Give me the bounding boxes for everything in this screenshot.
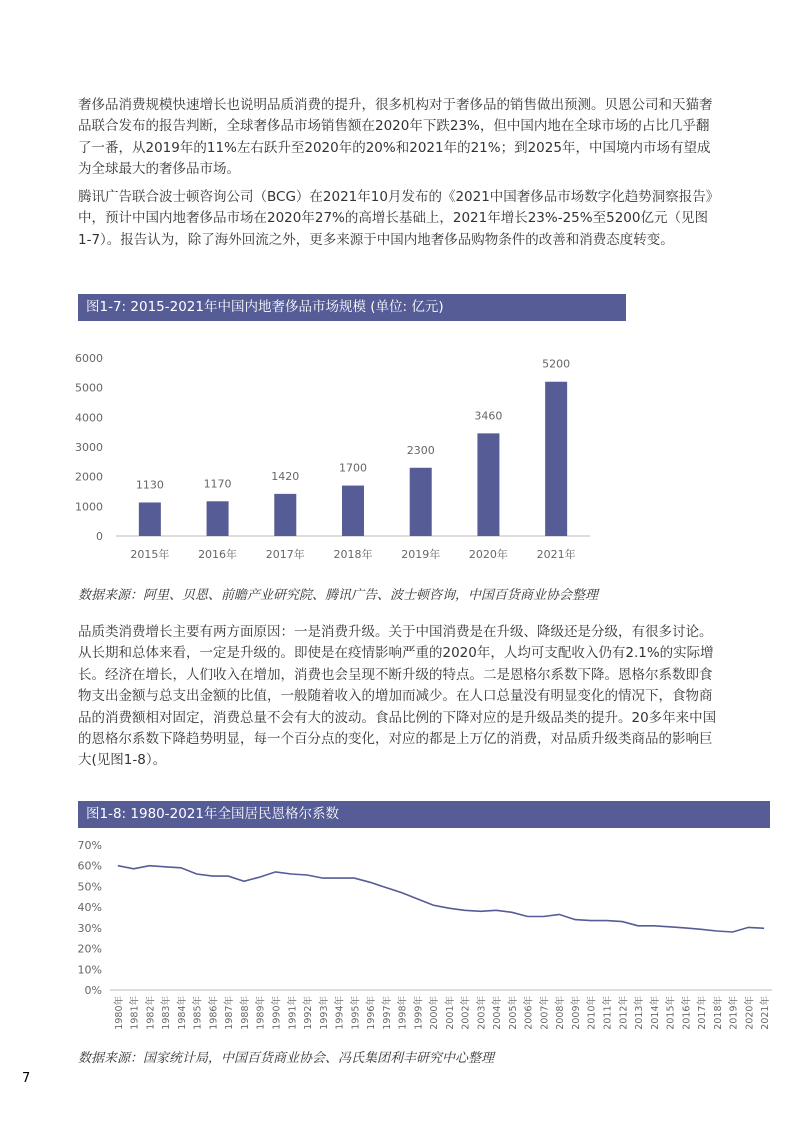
x-tick-label: 2007年 xyxy=(539,996,551,1030)
bar xyxy=(410,468,432,536)
x-tick-label: 1980年 xyxy=(113,996,125,1030)
page-number: 7 xyxy=(22,1071,31,1086)
engel-coefficient-line-chart xyxy=(0,830,793,1040)
bar-value-label: 2300 xyxy=(406,443,435,457)
y-tick-label: 40% xyxy=(77,901,102,915)
x-tick-label: 2021年 xyxy=(536,548,576,561)
x-tick-label: 2011年 xyxy=(602,996,614,1030)
x-tick-label: 1989年 xyxy=(255,996,267,1030)
x-tick-label: 2009年 xyxy=(570,996,582,1030)
x-tick-label: 2016年 xyxy=(198,548,238,561)
x-tick-label: 1982年 xyxy=(145,996,157,1030)
x-tick-label: 2017年 xyxy=(265,548,305,561)
x-tick-label: 2018年 xyxy=(712,996,724,1030)
y-tick-label: 0 xyxy=(96,530,103,543)
bar xyxy=(477,433,499,536)
bar xyxy=(342,486,364,536)
y-tick-label: 70% xyxy=(77,839,102,852)
y-tick-label: 30% xyxy=(77,921,102,935)
x-tick-label: 2001年 xyxy=(444,996,456,1030)
luxury-market-bar-chart xyxy=(0,340,793,575)
x-tick-label: 1987年 xyxy=(224,996,236,1030)
x-tick-label: 2012年 xyxy=(618,996,630,1030)
paragraph-bcg-report: 腾讯广告联合波士顿咨询公司（BCG）在2021年10月发布的《2021中国奢侈品市场数字化趋势洞察报告》中，预计中国内地奢侈品市场在2020年27%的高增长基础上，2021年增长23%-25%至5200亿元（见图1-7）。报告认为，除了海外回流之外，更多来源于中国内地奢侈品购物条件的改善和消费态度转变。 xyxy=(78,189,713,248)
paragraph-consumption-upgrade: 品质类消费增长主要有两方面原因：一是消费升级。关于中国消费是在升级、降级还是分级，有很多讨论。从长期和总体来看，一定是升级的。即使是在疫情影响严重的2020年，人均可支配收入仍有2.1%的实际增长。经济在增长，人们收入在增加，消费也会呈现不断升级的特点。二是恩格尔系数下降。恩格尔系数即食物支出金额与总支出金额的比值，一般随着收入的增加而减少。在人口总量没有明显变化的情况下，食物商品的消费额相对固定，消费总量不会有大的波动。食品比例的下降对应的是升级品类的提升。20多年来中国的恩格尔系数下降趋势明显，每一个百分点的变化，对应的都是上万亿的消费，对品质升级类商品的影响巨大(见图1-8）。 xyxy=(78,624,717,769)
y-tick-label: 0% xyxy=(84,984,102,997)
x-tick-label: 1993年 xyxy=(318,996,330,1030)
x-tick-label: 2002年 xyxy=(460,996,472,1030)
y-tick-label: 20% xyxy=(77,942,102,956)
x-tick-label: 2014年 xyxy=(649,996,661,1030)
y-tick-label: 6000 xyxy=(75,352,103,365)
x-tick-label: 2019年 xyxy=(728,996,740,1030)
bar-value-label: 1420 xyxy=(271,469,300,483)
bar xyxy=(545,382,567,536)
y-tick-label: 3000 xyxy=(75,441,103,454)
x-tick-label: 1985年 xyxy=(192,996,204,1030)
x-tick-label: 2019年 xyxy=(401,548,441,561)
x-tick-label: 2017年 xyxy=(697,996,709,1030)
x-tick-label: 2006年 xyxy=(523,996,535,1030)
x-tick-label: 2020年 xyxy=(744,996,756,1030)
x-tick-label: 1992年 xyxy=(303,996,315,1030)
x-tick-label: 1994年 xyxy=(334,996,346,1030)
x-tick-label: 2000年 xyxy=(429,996,441,1030)
y-tick-label: 60% xyxy=(77,859,102,873)
x-tick-label: 1998年 xyxy=(397,996,409,1030)
bar-value-label: 3460 xyxy=(474,409,503,423)
x-tick-label: 1996年 xyxy=(366,996,378,1030)
bar xyxy=(274,494,296,536)
x-tick-label: 2005年 xyxy=(507,996,519,1030)
x-tick-label: 2010年 xyxy=(586,996,598,1030)
figure-1-8-title: 图1-8: 1980-2021年全国居民恩格尔系数 xyxy=(78,801,770,828)
figure-1-7-title: 图1-7: 2015-2021年中国内地奢侈品市场规模 (单位: 亿元) xyxy=(78,294,626,321)
x-tick-label: 1981年 xyxy=(129,996,141,1030)
y-tick-label: 5000 xyxy=(75,381,103,395)
x-tick-label: 2018年 xyxy=(333,548,373,561)
y-tick-label: 1000 xyxy=(75,500,103,514)
engel-coefficient-line xyxy=(118,866,764,932)
paragraph-luxury-growth: 奢侈品消费规模快速增长也说明品质消费的提升，很多机构对于奢侈品的销售做出预测。贝恩公司和天猫奢品联合发布的报告判断，全球奢侈品市场销售额在2020年下跌23%，但中国内地在全球市场的占比几乎翻了一番，从2019年的11%左右跃升至2020年的20%和2021年的21%；到2025年，中国境内市场有望成为全球最大的奢侈品市场。 xyxy=(78,97,713,178)
x-tick-label: 2004年 xyxy=(492,996,504,1030)
bar-value-label: 1130 xyxy=(135,478,164,492)
bar-value-label: 1170 xyxy=(203,477,232,491)
x-tick-label: 2015年 xyxy=(130,548,170,561)
x-tick-label: 2015年 xyxy=(665,996,677,1030)
x-tick-label: 2021年 xyxy=(760,996,772,1030)
bar-value-label: 1700 xyxy=(339,461,367,475)
y-tick-label: 50% xyxy=(77,880,102,894)
x-tick-label: 1988年 xyxy=(239,996,251,1030)
x-tick-label: 1999年 xyxy=(413,996,425,1030)
x-tick-label: 1984年 xyxy=(176,996,188,1030)
bar-value-label: 5200 xyxy=(542,357,571,371)
y-tick-label: 2000 xyxy=(75,470,103,484)
y-tick-label: 4000 xyxy=(75,411,103,425)
x-tick-label: 1995年 xyxy=(350,996,362,1030)
figure-1-8-source: 数据来源：国家统计局，中国百货商业协会、冯氏集团利丰研究中心整理 xyxy=(78,1051,495,1066)
y-tick-label: 10% xyxy=(77,963,102,977)
bar xyxy=(139,502,161,536)
x-tick-label: 2020年 xyxy=(468,548,508,561)
x-tick-label: 1983年 xyxy=(161,996,173,1030)
x-tick-label: 1986年 xyxy=(208,996,220,1030)
figure-1-7-source: 数据来源：阿里、贝恩、前瞻产业研究院、腾讯广告、波士顿咨询，中国百货商业协会整理 xyxy=(78,588,599,603)
x-tick-label: 1997年 xyxy=(381,996,393,1030)
x-tick-label: 2016年 xyxy=(681,996,693,1030)
x-tick-label: 2013年 xyxy=(634,996,646,1030)
x-tick-label: 2008年 xyxy=(555,996,567,1030)
bar xyxy=(207,501,229,536)
x-tick-label: 1991年 xyxy=(287,996,299,1030)
x-tick-label: 1990年 xyxy=(271,996,283,1030)
x-tick-label: 2003年 xyxy=(476,996,488,1030)
